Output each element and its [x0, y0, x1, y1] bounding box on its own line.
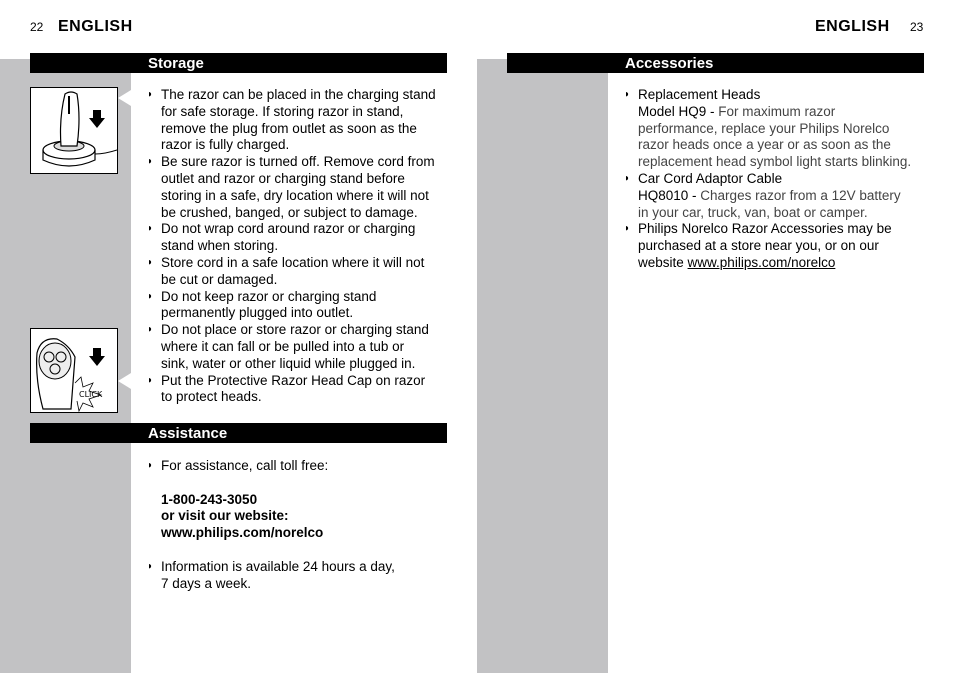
list-item [147, 373, 457, 407]
list-item [147, 559, 457, 593]
storage-item-line: where it can fall or be pulled into a tub or [161, 338, 405, 354]
car-cord-title: Car Cord Adaptor Cable [638, 170, 783, 186]
list-item [147, 221, 457, 255]
list-item [147, 255, 457, 289]
list-item [147, 458, 457, 475]
storage-item-line: razor is fully charged. [161, 137, 290, 153]
replacement-heads-model: Model HQ9 - [638, 103, 715, 119]
storage-item-line: Store cord in a safe location where it will not [161, 254, 425, 270]
storage-item-line: permanently plugged into outlet. [161, 305, 354, 321]
storage-item-line: outlet and razor or charging stand before [161, 170, 405, 186]
assistance-info-line2: 7 days a week. [161, 575, 252, 591]
bullet-triangle-icon: ◗ [147, 223, 154, 235]
list-item [147, 322, 457, 372]
storage-item-line: Do not wrap cord around razor or charging [161, 221, 416, 237]
replacement-heads-desc-line: replacement head symbol light starts blinking. [638, 154, 912, 170]
replacement-heads-desc-line: razor heads once a year or as soon as the [638, 137, 891, 153]
replacement-heads-desc [638, 104, 924, 121]
list-item [147, 289, 457, 323]
accessories-purchase-line: Philips Norelco Razor Accessories may be [638, 221, 892, 237]
razor-in-stand-illustration [30, 87, 118, 174]
head-cap-illustration [30, 328, 118, 413]
pointer-triangle [118, 90, 131, 106]
list-item [147, 154, 457, 221]
left-page-number: 22 [30, 20, 44, 34]
replacement-heads-desc-line: performance, replace your Philips Norelco [638, 120, 890, 136]
down-arrow-icon [89, 110, 105, 128]
assistance-intro: For assistance, call toll free: [161, 458, 329, 473]
storage-item-line: be cut or damaged. [161, 271, 278, 287]
assistance-title-bar [30, 423, 447, 443]
bullet-triangle-icon: ◗ [147, 374, 154, 386]
accessories-title-bar [507, 53, 924, 73]
storage-item-line: be crushed, banged, or subject to damage. [161, 204, 418, 220]
assistance-title: Assistance [148, 425, 228, 442]
storage-title-bar [30, 53, 447, 73]
assistance-phone: 1-800-243-3050 [161, 491, 258, 507]
replacement-heads-title: Replacement Heads [638, 87, 761, 102]
bullet-triangle-icon: ◗ [147, 156, 154, 168]
bullet-triangle-icon: ◗ [147, 89, 154, 100]
storage-item-line: for safe storage. If storing razor in stand, [161, 103, 404, 119]
razor-stand-drawing [31, 88, 117, 173]
storage-item-line: remove the plug from outlet as soon as the [161, 120, 417, 136]
assistance-website[interactable]: www.philips.com/norelco [161, 525, 324, 541]
accessories-title: Accessories [625, 55, 714, 72]
bullet-triangle-icon: ◗ [147, 324, 154, 336]
accessories-website-line [638, 255, 924, 272]
assistance-info-line1: Information is available 24 hours a day, [161, 558, 395, 574]
storage-item-line: Do not place or store razor or charging stand [161, 322, 429, 338]
bullet-triangle-icon: ◗ [624, 89, 631, 100]
click-label: CLICK [79, 390, 103, 399]
storage-title: Storage [148, 55, 204, 72]
list-item [624, 171, 924, 221]
bullet-triangle-icon: ◗ [624, 172, 631, 184]
assistance-content [147, 458, 457, 592]
bullet-triangle-icon: ◗ [147, 460, 154, 471]
bullet-triangle-icon: ◗ [624, 223, 631, 235]
bullet-triangle-icon: ◗ [147, 290, 154, 302]
storage-item-line: The razor can be placed in the charging stand [161, 87, 436, 102]
storage-item-line: Be sure razor is turned off. Remove cord from [161, 154, 435, 170]
accessories-website-link[interactable]: www.philips.com/norelco [687, 254, 836, 270]
storage-item-line: to protect heads. [161, 389, 262, 405]
storage-bullet-list [147, 87, 457, 406]
storage-item-line: Do not keep razor or charging stand [161, 288, 377, 304]
pointer-triangle [118, 373, 131, 389]
bullet-triangle-icon: ◗ [147, 560, 154, 572]
list-item [147, 87, 457, 154]
storage-item-line: sink, water or other liquid while plugged in. [161, 355, 416, 371]
accessories-purchase-line: purchased at a store near you, or on our [638, 238, 879, 254]
bullet-triangle-icon: ◗ [147, 256, 154, 268]
right-page-number: 23 [910, 20, 924, 34]
storage-item-line: Put the Protective Razor Head Cap on razor [161, 372, 426, 388]
car-cord-model: HQ8010 - [638, 187, 697, 203]
razor-head-cap-drawing [31, 329, 117, 412]
replacement-heads-desc-line: For maximum razor [718, 103, 836, 119]
left-language-heading: ENGLISH [58, 18, 133, 35]
storage-item-line: storing in a safe, dry location where it will not [161, 187, 429, 203]
accessories-website-prefix: website [638, 254, 684, 270]
car-cord-desc-line: in your car, truck, van, boat or camper. [638, 204, 868, 220]
storage-item-line: stand when storing. [161, 238, 279, 254]
down-arrow-icon [89, 348, 105, 366]
car-cord-desc [638, 188, 924, 205]
assistance-visit-text: or visit our website: [161, 508, 289, 524]
accessories-list [624, 87, 924, 272]
list-item [624, 87, 924, 171]
right-sidebar-gray [477, 59, 608, 673]
right-language-heading: ENGLISH [815, 18, 890, 35]
list-item [624, 221, 924, 271]
car-cord-desc-line: Charges razor from a 12V battery [700, 187, 901, 203]
